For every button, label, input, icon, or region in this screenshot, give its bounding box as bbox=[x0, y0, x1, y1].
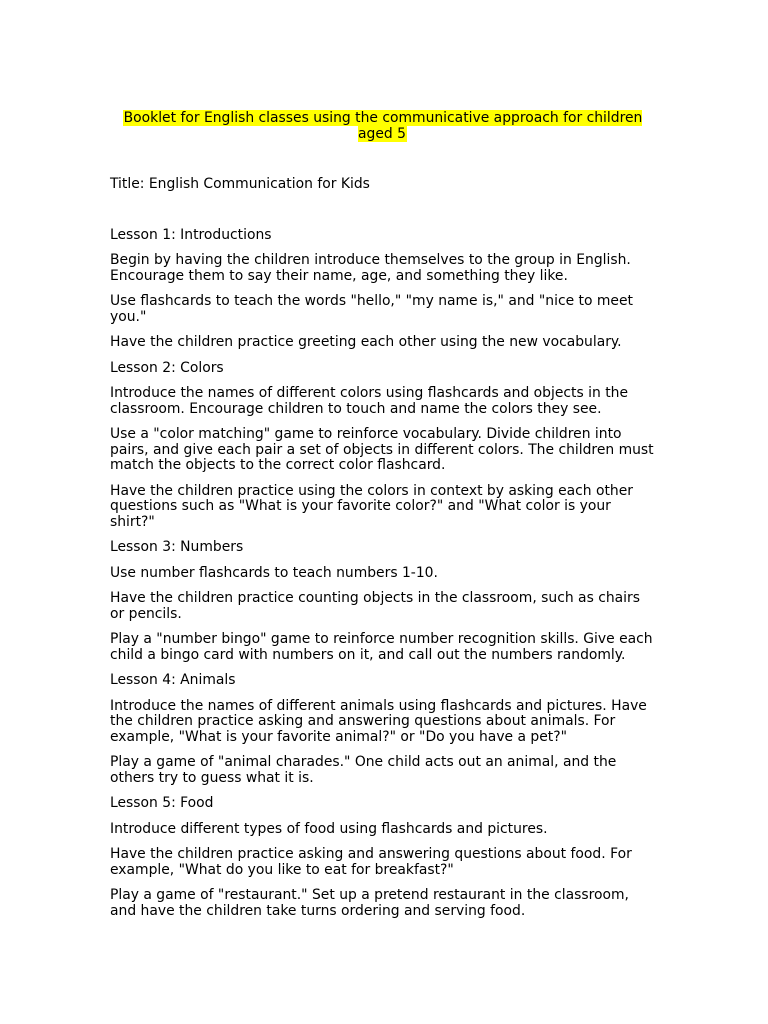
highlighted-heading-text: Booklet for English classes using the communicative approach for children aged 5 bbox=[123, 110, 643, 142]
lesson-2-title: Lesson 2: Colors bbox=[110, 359, 224, 376]
document-page bbox=[110, 111, 655, 919]
lesson-3-title: Lesson 3: Numbers bbox=[110, 539, 244, 555]
lesson-2-paragraph-3: Have the children practice using the colors in context by asking each other questions such as "What is your favorite color?" and "What color is your shirt?" bbox=[110, 482, 633, 530]
lesson-5-paragraph-2: Have the children practice asking and answering questions about food. For example, "What do you like to eat for breakfast?" bbox=[110, 846, 632, 878]
lesson-1-paragraph-2: Use flashcards to teach the words "hello," "my name is," and "nice to meet you." bbox=[110, 293, 633, 325]
lesson-4-title: Lesson 4: Animals bbox=[110, 672, 236, 688]
lesson-2-paragraph-2: Use a "color matching" game to reinforce vocabulary. Divide children into pairs, and give each pair a set of objects in different colors. The children must match the objects to the correct color flashcard. bbox=[110, 426, 654, 473]
lesson-4-paragraph-2: Play a game of "animal charades." One child acts out an animal, and the others try to guess what it is. bbox=[110, 754, 617, 786]
lesson-1-paragraph-3: Have the children practice greeting each other using the new vocabulary. bbox=[110, 334, 622, 350]
lesson-5-paragraph-1: Introduce different types of food using flashcards and pictures. bbox=[110, 820, 548, 837]
lesson-4-paragraph-1: Introduce the names of different animals using flashcards and pictures. Have the children practice asking and answering questions about animals. For example, "What is your favorite animal?" or "Do you have a pet?" bbox=[110, 697, 647, 745]
lesson-3-paragraph-3: Play a "number bingo" game to reinforce number recognition skills. Give each child a bingo card with numbers on it, and call out the numbers randomly. bbox=[110, 631, 653, 663]
lesson-3-paragraph-1: Use number flashcards to teach numbers 1-10. bbox=[110, 564, 438, 581]
lesson-5-paragraph-3: Play a game of "restaurant." Set up a pretend restaurant in the classroom, and have the children take turns ordering and serving food. bbox=[110, 887, 629, 919]
lesson-2-paragraph-1: Introduce the names of different colors using flashcards and objects in the classroom. Encourage children to touch and name the colors they see. bbox=[110, 385, 629, 417]
document-title: Title: English Communication for Kids bbox=[110, 176, 370, 192]
lesson-5-title: Lesson 5: Food bbox=[110, 795, 214, 811]
lesson-3-paragraph-2: Have the children practice counting objects in the classroom, such as chairs or pencils. bbox=[110, 590, 640, 622]
lesson-1-paragraph-1: Begin by having the children introduce themselves to the group in English. Encourage them to say their name, age, and something they like. bbox=[110, 252, 631, 284]
lesson-1-title: Lesson 1: Introductions bbox=[110, 226, 272, 243]
document-heading bbox=[110, 111, 655, 142]
